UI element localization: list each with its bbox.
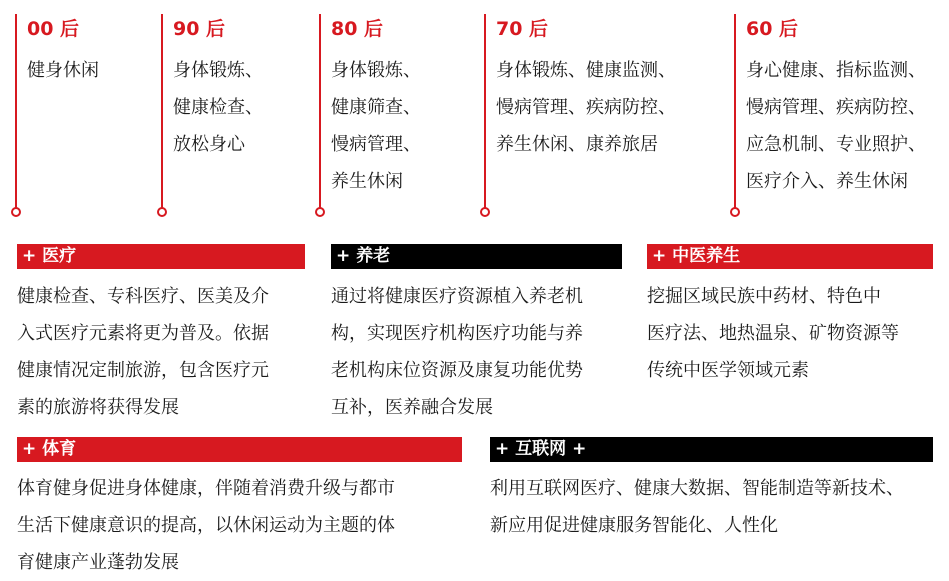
section-title: + 中医养生 [647,244,933,269]
generation-label: 90 后 [173,18,226,40]
timeline-dot [480,207,490,217]
section-line: 构，实现医疗机构医疗功能与养 [331,323,583,344]
section-line: 入式医疗元素将更为普及。依据 [17,323,269,344]
section-body [17,278,305,426]
section-medical [17,244,305,426]
section-body [17,470,462,581]
generation-items [746,52,926,200]
section-title: + 体育 [17,437,462,462]
generation-item: 身体锻炼、健康监测、 [496,60,676,81]
section-line: 利用互联网医疗、健康大数据、智能制造等新技术、 [490,478,904,499]
generation-items [496,52,676,163]
section-body [490,470,933,544]
section-tcm [647,244,933,389]
section-line: 生活下健康意识的提高，以休闲运动为主题的体 [17,515,395,536]
section-title: + 医疗 [17,244,305,269]
generation-items [331,52,421,200]
generation-item: 养生休闲、康养旅居 [496,134,658,155]
timeline-line [161,14,163,208]
generation-items [27,52,99,89]
section-line: 传统中医学领域元素 [647,360,809,381]
generation-item: 身体锻炼、 [331,60,421,81]
section-internet [490,437,933,544]
section-line: 通过将健康医疗资源植入养老机 [331,286,583,307]
generation-item: 身体锻炼、 [173,60,263,81]
generation-item: 放松身心 [173,134,245,155]
section-line: 医疗法、地热温泉、矿物资源等 [647,323,899,344]
section-line: 育健康产业蓬勃发展 [17,552,179,573]
section-body [647,278,933,389]
section-elderly-care [331,244,622,426]
timeline-line [319,14,321,208]
generation-item: 身心健康、指标监测、 [746,60,926,81]
section-line: 素的旅游将获得发展 [17,397,179,418]
section-body [331,278,622,426]
generation-label: 70 后 [496,18,549,40]
section-line: 体育健身促进身体健康，伴随着消费升级与都市 [17,478,395,499]
section-line: 互补，医养融合发展 [331,397,493,418]
timeline-dot [315,207,325,217]
generation-item: 慢病管理、疾病防控、 [496,97,676,118]
section-line: 新应用促进健康服务智能化、人性化 [490,515,778,536]
timeline-dot [730,207,740,217]
section-line: 健康检查、专科医疗、医美及介 [17,286,269,307]
timeline-line [484,14,486,208]
generation-label: 60 后 [746,18,799,40]
timeline-dot [11,207,21,217]
section-title: + 养老 [331,244,622,269]
timeline-dot [157,207,167,217]
generation-item: 健康筛查、 [331,97,421,118]
generation-item: 养生休闲 [331,171,403,192]
generation-item: 医疗介入、养生休闲 [746,171,908,192]
timeline-line [734,14,736,208]
generation-label: 00 后 [27,18,80,40]
generation-items [173,52,263,163]
section-sports [17,437,462,581]
generation-item: 慢病管理、疾病防控、 [746,97,926,118]
generation-label: 80 后 [331,18,384,40]
section-line: 挖掘区域民族中药材、特色中 [647,286,881,307]
timeline-line [15,14,17,208]
generation-item: 健康检查、 [173,97,263,118]
generation-item: 慢病管理、 [331,134,421,155]
section-title: + 互联网 + [490,437,933,462]
section-line: 健康情况定制旅游，包含医疗元 [17,360,269,381]
section-line: 老机构床位资源及康复功能优势 [331,360,583,381]
generation-item: 健身休闲 [27,60,99,81]
generation-item: 应急机制、专业照护、 [746,134,926,155]
